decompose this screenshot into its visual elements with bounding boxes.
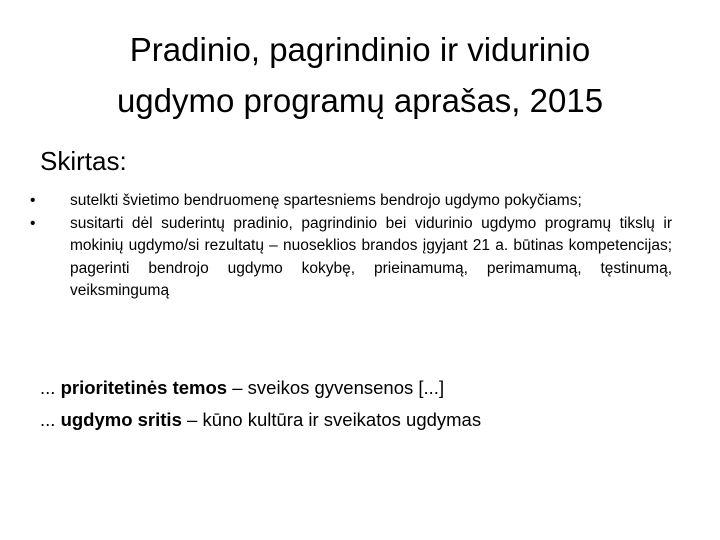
- note-line: [40, 372, 481, 404]
- title-line-1: Pradinio, pagrindinio ir vidurinio: [129, 31, 591, 68]
- note-rest: – sveikos gyvensenos [...]: [227, 377, 445, 398]
- note-line: [40, 404, 481, 436]
- bullet-list: [30, 190, 672, 303]
- bullet-item: [30, 213, 672, 303]
- bullet-text: sutelkti švietimo bendruomenę spartesniems bendrojo ugdymo pokyčiams;: [70, 192, 582, 209]
- title-line-2: ugdymo programų aprašas, 2015: [116, 82, 604, 119]
- bullet-icon: •: [30, 214, 36, 232]
- bullet-item: [30, 190, 672, 213]
- slide-title: [40, 24, 680, 126]
- note-bold: prioritetinės temos: [60, 377, 228, 398]
- bullet-icon: •: [30, 192, 36, 209]
- slide-subtitle: Skirtas:: [40, 146, 127, 176]
- note-prefix: ...: [40, 377, 61, 398]
- note-prefix: ...: [40, 409, 61, 430]
- notes-block: [40, 372, 481, 436]
- note-bold: ugdymo sritis: [60, 409, 182, 430]
- bullet-text: susitarti dėl suderintų pradinio, pagrindinio bei vidurinio ugdymo programų tikslų ir mokinių ugdymo/si rezultatų – nuoseklios brandos įgyjant 21 a. būtinas kompetencijas; pagerinti bendrojo ugdymo kokybę, prieinamumą, perimamumą, tęstinumą, veiksmingumą: [70, 214, 672, 299]
- note-rest: – kūno kultūra ir sveikatos ugdymas: [181, 409, 482, 430]
